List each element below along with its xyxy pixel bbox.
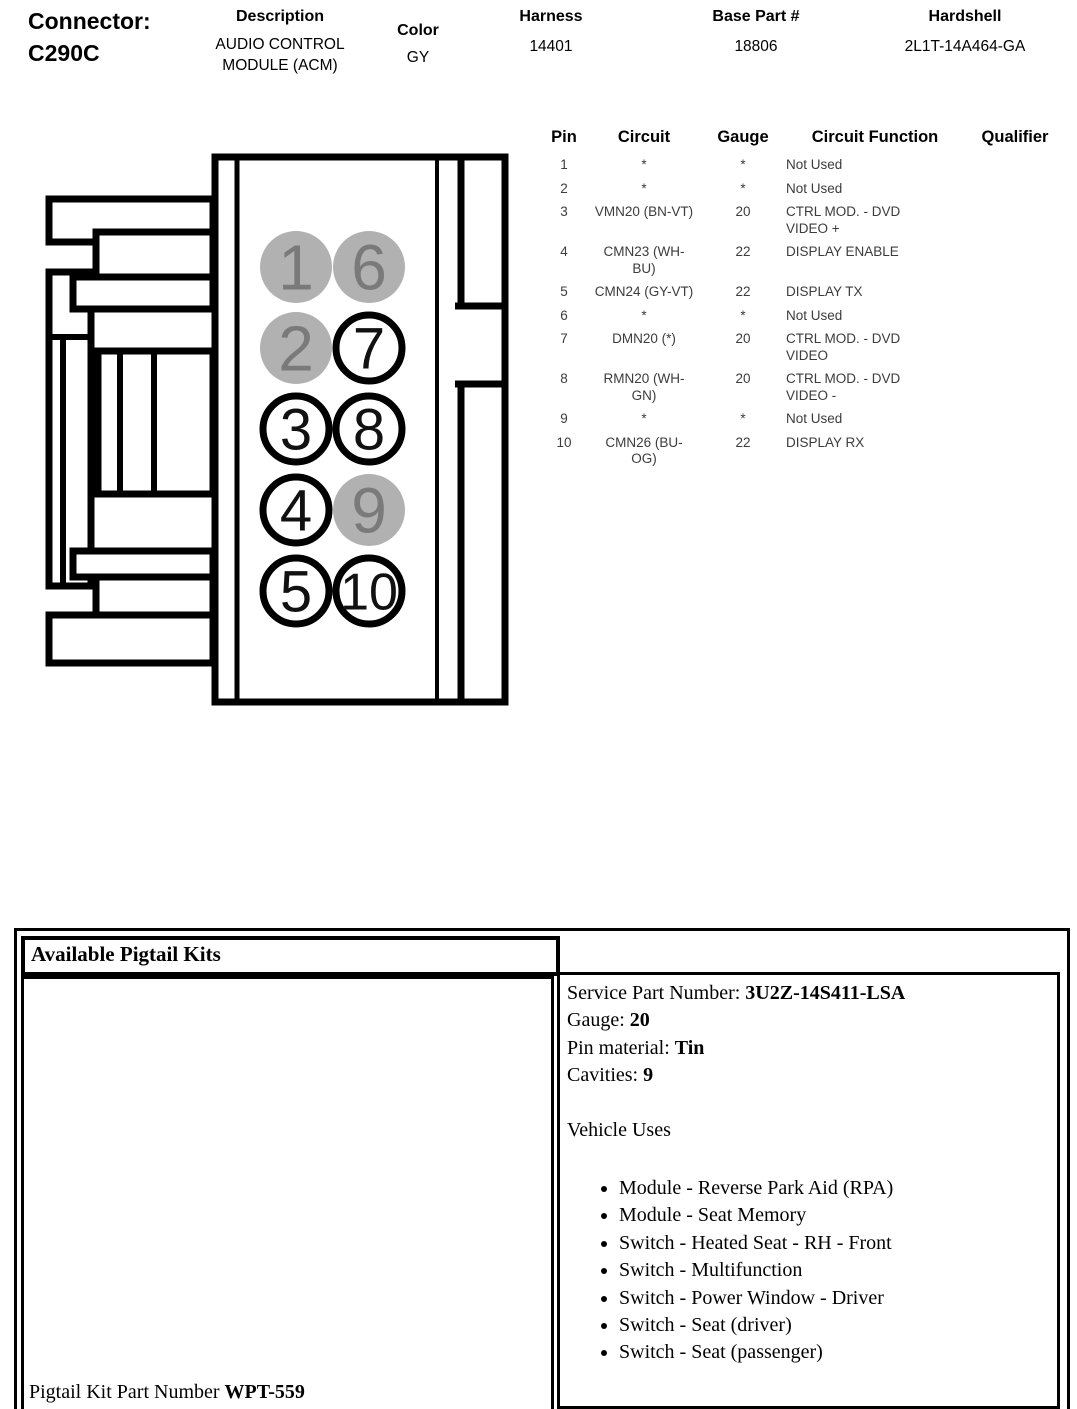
pin-table-column-header: Gauge [717,128,769,146]
pin-table-column-header: Circuit Function [811,128,939,146]
table-row [540,305,1066,329]
pin-number-5: 5 [279,559,313,625]
pin-cell: 1 [560,157,568,172]
vehicle-uses-title: Vehicle Uses [567,1118,671,1141]
field-label-color: Color [397,22,439,39]
circuit-cell: CMN24 (GY-VT) [594,284,694,299]
pin-cell: 2 [560,180,568,196]
function-cell: CTRL MOD. - DVD VIDEO + [786,204,901,236]
circuit-cell: * [641,157,647,172]
cavities-label: Cavities: [567,1064,639,1087]
field-value-hardshell: 2L1T-14A464-GA [904,38,1026,55]
gauge-label: Gauge: [567,1009,625,1032]
pin-material-line [567,1035,1057,1062]
circuit-cell: DMN20 (*) [612,331,676,346]
table-row [540,154,1066,178]
qualifier-cell [964,305,1066,329]
connector-left-bar [49,272,91,586]
gauge-cell: 22 [735,284,751,299]
table-row [540,281,1066,305]
circuit-cell: CMN26 (BU-OG) [605,434,683,466]
vehicle-use-item: • Module - Seat Memory [619,1202,1057,1229]
gauge-cell: 20 [735,204,751,219]
qualifier-cell [964,154,1066,178]
pin-number-6: 6 [351,231,387,304]
table-row [540,408,1066,432]
pin-cell: 5 [560,284,568,299]
field-value-harness: 14401 [529,38,573,55]
vehicle-use-item: • Module - Reverse Park Aid (RPA) [619,1175,1057,1202]
service-part-value: 3U2Z-14S411-LSA [745,982,906,1004]
function-cell: Not Used [786,411,843,426]
circuit-cell: VMN20 (BN-VT) [594,204,694,219]
pin-table-column-header: Qualifier [981,128,1049,146]
pigtail-kits-title: Available Pigtail Kits [21,936,560,976]
gauge-cell: * [740,180,746,196]
gauge-cell: * [740,157,746,172]
gauge-cell: 22 [735,434,751,450]
pin-cell: 4 [560,244,568,259]
pin-number-7: 7 [352,316,386,382]
qualifier-cell [964,201,1066,241]
vehicle-uses-list [567,1175,1057,1367]
pin-table-column-header: Circuit [617,128,671,146]
vehicle-use-item: • Switch - Power Window - Driver [619,1285,1057,1312]
table-row [540,178,1066,202]
vehicle-use-item: • Switch - Multifunction [619,1257,1057,1284]
table-row [540,201,1066,241]
table-row [540,328,1066,368]
field-value-color: GY [406,49,430,66]
cavities-line [567,1062,1057,1089]
pin-cell: 10 [556,434,572,450]
pin-cell: 6 [560,307,568,323]
function-cell: Not Used [786,180,843,196]
function-cell: Not Used [786,307,843,323]
gauge-cell: * [740,307,746,323]
qualifier-cell [964,408,1066,432]
connector-upper-bar [73,277,213,309]
pigtail-right-panel [557,972,1060,1409]
pin-number-9: 9 [351,474,387,547]
field-label-harness: Harness [519,8,583,25]
pigtail-left-panel [21,976,554,1409]
pin-number-1: 1 [278,231,314,304]
connector-id: C290C [28,40,100,66]
pin-cell: 8 [560,371,568,386]
pigtail-kit-number-line [29,1381,305,1404]
gauge-line [567,1007,1057,1034]
pin-material-label: Pin material: [567,1036,670,1059]
connector-label: Connector: [28,8,151,34]
circuit-cell: CMN23 (WH-BU) [603,244,685,276]
field-label-description: Description [235,8,324,25]
pin-number-8: 8 [352,397,386,463]
field-value-description: AUDIO CONTROL MODULE (ACM) [215,36,345,74]
pin-table [540,128,1066,472]
connector-top-tab-2 [96,232,213,277]
pin-material-value: Tin [674,1036,705,1059]
gauge-cell: 20 [735,371,751,386]
pigtail-kit-label: Pigtail Kit Part Number [29,1381,220,1403]
gauge-cell: * [740,411,746,426]
pin-cell: 7 [560,331,568,346]
function-cell: DISPLAY TX [786,284,863,299]
qualifier-cell [964,241,1066,281]
circuit-cell: RMN20 (WH-GN) [603,371,685,403]
vehicle-use-item: • Switch - Seat (driver) [619,1312,1057,1339]
vehicle-use-item: • Switch - Heated Seat - RH - Front [619,1230,1057,1257]
connector-lower-bar [73,551,213,577]
circuit-cell: * [641,180,647,196]
function-cell: CTRL MOD. - DVD VIDEO [786,331,901,363]
qualifier-cell [964,178,1066,202]
pin-number-10: 10 [340,563,398,622]
function-cell: DISPLAY RX [786,434,865,450]
field-label-hardshell: Hardshell [928,8,1002,25]
table-row [540,432,1066,472]
function-cell: Not Used [786,157,843,172]
qualifier-cell [964,368,1066,408]
gauge-cell: 22 [735,244,751,259]
table-row [540,241,1066,281]
pin-number-4: 4 [279,478,313,544]
gauge-cell: 20 [735,331,751,346]
pin-number-2: 2 [278,312,314,385]
table-row [540,368,1066,408]
connector-bottom-tab [49,615,213,663]
pin-number-3: 3 [279,397,313,463]
pin-cell: 3 [560,204,568,219]
qualifier-cell [964,281,1066,305]
qualifier-cell [964,328,1066,368]
field-value-base-part: 18806 [734,38,778,55]
circuit-cell: * [641,307,647,323]
pin-table-column-header: Pin [551,128,577,146]
gauge-value: 20 [629,1009,650,1032]
function-cell: DISPLAY ENABLE [786,244,899,259]
pigtail-kit-value: WPT-559 [224,1381,305,1403]
pin-table-header-row [540,128,1066,154]
pin-cell: 9 [560,411,568,426]
field-label-base-part: Base Part # [712,8,800,25]
circuit-cell: * [641,411,647,426]
service-part-line [567,980,1057,1007]
service-part-label: Service Part Number: [567,982,741,1004]
qualifier-cell [964,432,1066,472]
cavities-value: 9 [643,1064,654,1087]
function-cell: CTRL MOD. - DVD VIDEO - [786,371,901,403]
vehicle-use-item: • Switch - Seat (passenger) [619,1339,1057,1366]
